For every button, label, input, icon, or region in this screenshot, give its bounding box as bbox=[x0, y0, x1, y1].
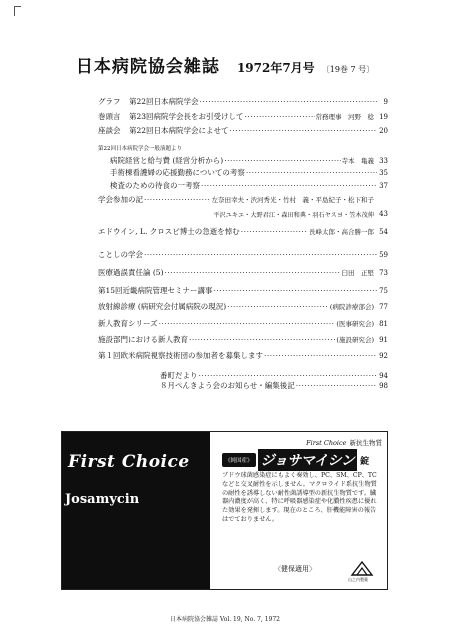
leader-dots bbox=[245, 112, 315, 121]
toc-entry bbox=[98, 111, 388, 122]
toc-title: 病院経営と給与費 (経営分析から) bbox=[110, 156, 224, 165]
toc-title: 学会参加の記 bbox=[98, 195, 143, 204]
toc-title: 第15回近畿病院管理セミナー講事 bbox=[98, 286, 213, 295]
leader-dots bbox=[241, 227, 308, 236]
toc-entry-continuation bbox=[110, 209, 388, 219]
toc-page-number: 20 bbox=[379, 126, 388, 135]
ad-brand-row bbox=[222, 449, 369, 471]
manufacturer-logo-icon bbox=[350, 560, 374, 576]
toc-title: 番町だより bbox=[160, 371, 198, 380]
toc-entry bbox=[98, 226, 388, 237]
toc-title: エドウイン, L. クロスビ博士の急逝を悼む bbox=[98, 227, 240, 236]
toc-page-number: 54 bbox=[379, 227, 388, 236]
toc-title: 第22回日本病院学会一般演題より bbox=[98, 145, 182, 152]
toc-title: 検査のための待食の一考察 bbox=[110, 181, 200, 190]
toc-entry bbox=[110, 155, 388, 166]
toc-entry bbox=[98, 318, 388, 329]
ad-brand-name: ジョサマイシン bbox=[258, 449, 358, 471]
toc-category: 巻頭言 bbox=[98, 112, 121, 121]
toc-page-number: 37 bbox=[379, 181, 388, 190]
toc-entry bbox=[110, 167, 388, 178]
toc-category: 座談会 bbox=[98, 126, 121, 135]
leader-dots bbox=[144, 195, 211, 204]
toc-page-number: 98 bbox=[379, 381, 388, 390]
manufacturer-name: 山之内製薬 bbox=[348, 577, 368, 582]
leader-dots bbox=[165, 268, 341, 277]
leader-dots bbox=[296, 381, 377, 390]
toc-page-number: 92 bbox=[379, 351, 388, 360]
leader-dots bbox=[224, 156, 340, 165]
toc-author: (施設研究会) bbox=[336, 336, 374, 344]
ad-tagline bbox=[306, 438, 382, 447]
toc-author: 常務理事 河野 稔 bbox=[315, 113, 374, 121]
issue-date: 1972年7月号 bbox=[236, 61, 315, 75]
toc-title: ８月ぺんきよう会のお知らせ・編集後記 bbox=[160, 381, 295, 390]
toc-author: (病院診療部会) bbox=[329, 303, 374, 311]
ad-description: ブドウ球菌感染症にもよく奏効し、PC、SM、CP、TCなどと交叉耐性を示しません。マクロライド系抗生物質の耐性を誘導しない耐性菌誘導型の新抗生物質です。臓器内濃度が高く、特に呼吸器感染症や化膿性疾患に優れた効果を発揮します。現在のところ、肝機能障害の報告はでておりません。 bbox=[222, 472, 377, 523]
toc-entry bbox=[98, 285, 388, 296]
ad-tagline-text: 新抗生物質 bbox=[349, 439, 382, 447]
leader-dots bbox=[159, 319, 336, 328]
toc-title: ことしの学会 bbox=[98, 250, 143, 259]
toc-page-number: 9 bbox=[383, 97, 388, 106]
toc-author: 左奈田幸夫・渋河秀光・竹村 義・平島紀子・松下和子 bbox=[211, 196, 374, 204]
leader-dots bbox=[200, 97, 377, 106]
toc-page-number: 35 bbox=[379, 168, 388, 177]
leader-dots bbox=[201, 181, 377, 190]
toc-entry bbox=[98, 301, 388, 312]
toc-author: (医事研究会) bbox=[336, 320, 374, 328]
toc-entry bbox=[160, 380, 388, 391]
masthead bbox=[0, 52, 450, 77]
ad-tagline-italic: First Choice bbox=[306, 439, 347, 447]
toc-entry bbox=[98, 142, 388, 153]
ad-text-panel bbox=[214, 432, 384, 589]
toc-author: 長峰太郎・高合勝一郎 bbox=[309, 228, 374, 236]
toc-page-number: 81 bbox=[379, 319, 388, 328]
journal-title: 日本病院協会雑誌 bbox=[75, 57, 220, 77]
toc-title: 医療過誤責任論 (5) bbox=[98, 268, 164, 277]
ad-product-latin: Josamycin bbox=[65, 492, 140, 507]
toc-title: 第22回日本病院学会によせて bbox=[129, 126, 229, 135]
toc-entry bbox=[110, 180, 388, 191]
leader-dots bbox=[189, 335, 335, 344]
toc-author: 平沢ユキエ・大野君江・森田和典・羽石ヤスヨ・笠木茂伸 bbox=[213, 211, 374, 219]
leader-dots bbox=[230, 126, 377, 135]
toc-page-number: 43 bbox=[379, 210, 388, 218]
ad-origin-badge: 《純国産》 bbox=[222, 453, 256, 467]
volume-number: 〔19巻 7 号〕 bbox=[321, 65, 375, 74]
leader-dots bbox=[227, 302, 329, 311]
toc-entry bbox=[98, 249, 388, 260]
toc-entry bbox=[98, 194, 388, 205]
ad-banner-title: First Choice bbox=[68, 452, 190, 472]
toc-page-number: 59 bbox=[379, 250, 388, 259]
leader-dots bbox=[199, 371, 378, 380]
toc-title: 第１回欧米病院視察技術団の参加者を募集します bbox=[98, 351, 263, 360]
toc-author: 臼田 正堅 bbox=[341, 269, 374, 277]
toc-page-number: 19 bbox=[379, 112, 388, 121]
toc-author: 寺本 亀義 bbox=[341, 157, 374, 165]
crop-mark bbox=[14, 6, 21, 16]
leader-dots bbox=[144, 250, 377, 259]
toc-page-number: 77 bbox=[379, 302, 388, 311]
leader-dots bbox=[246, 168, 377, 177]
ad-insurance-note: 〈健保適用〉 bbox=[274, 565, 316, 573]
ad-dosage-form: 錠 bbox=[360, 456, 370, 467]
toc-category: グラフ bbox=[98, 97, 121, 106]
drug-advertisement bbox=[61, 431, 388, 590]
toc-page-number: 75 bbox=[379, 286, 388, 295]
toc-entry bbox=[98, 267, 388, 278]
toc-title: 第23回病院学会長をお引受けして bbox=[129, 112, 244, 121]
leader-dots bbox=[264, 351, 377, 360]
page-footer: 日本病院協会雑誌 Vol. 19, No. 7, 1972 bbox=[170, 616, 280, 623]
toc-page-number: 91 bbox=[379, 335, 388, 344]
toc-title: 放射線診療 (病研究会付属病院の現況) bbox=[98, 302, 227, 311]
leader-dots bbox=[214, 286, 377, 295]
toc-entry bbox=[98, 334, 388, 345]
toc-title: 手術棟看護婦の応援勤務についての考察 bbox=[110, 168, 245, 177]
toc-title: 施設部門における新人教育 bbox=[98, 335, 188, 344]
toc-entry bbox=[98, 125, 388, 136]
toc-page-number: 94 bbox=[379, 371, 388, 380]
toc-page-number: 73 bbox=[379, 268, 388, 277]
ad-banner bbox=[62, 432, 210, 589]
toc-page-number: 33 bbox=[379, 156, 388, 165]
toc-entry bbox=[98, 350, 388, 361]
toc-title: 第22回日本病院学会 bbox=[129, 97, 199, 106]
toc-entry bbox=[98, 96, 388, 107]
toc-title: 新人教育シリーズ bbox=[98, 319, 158, 328]
